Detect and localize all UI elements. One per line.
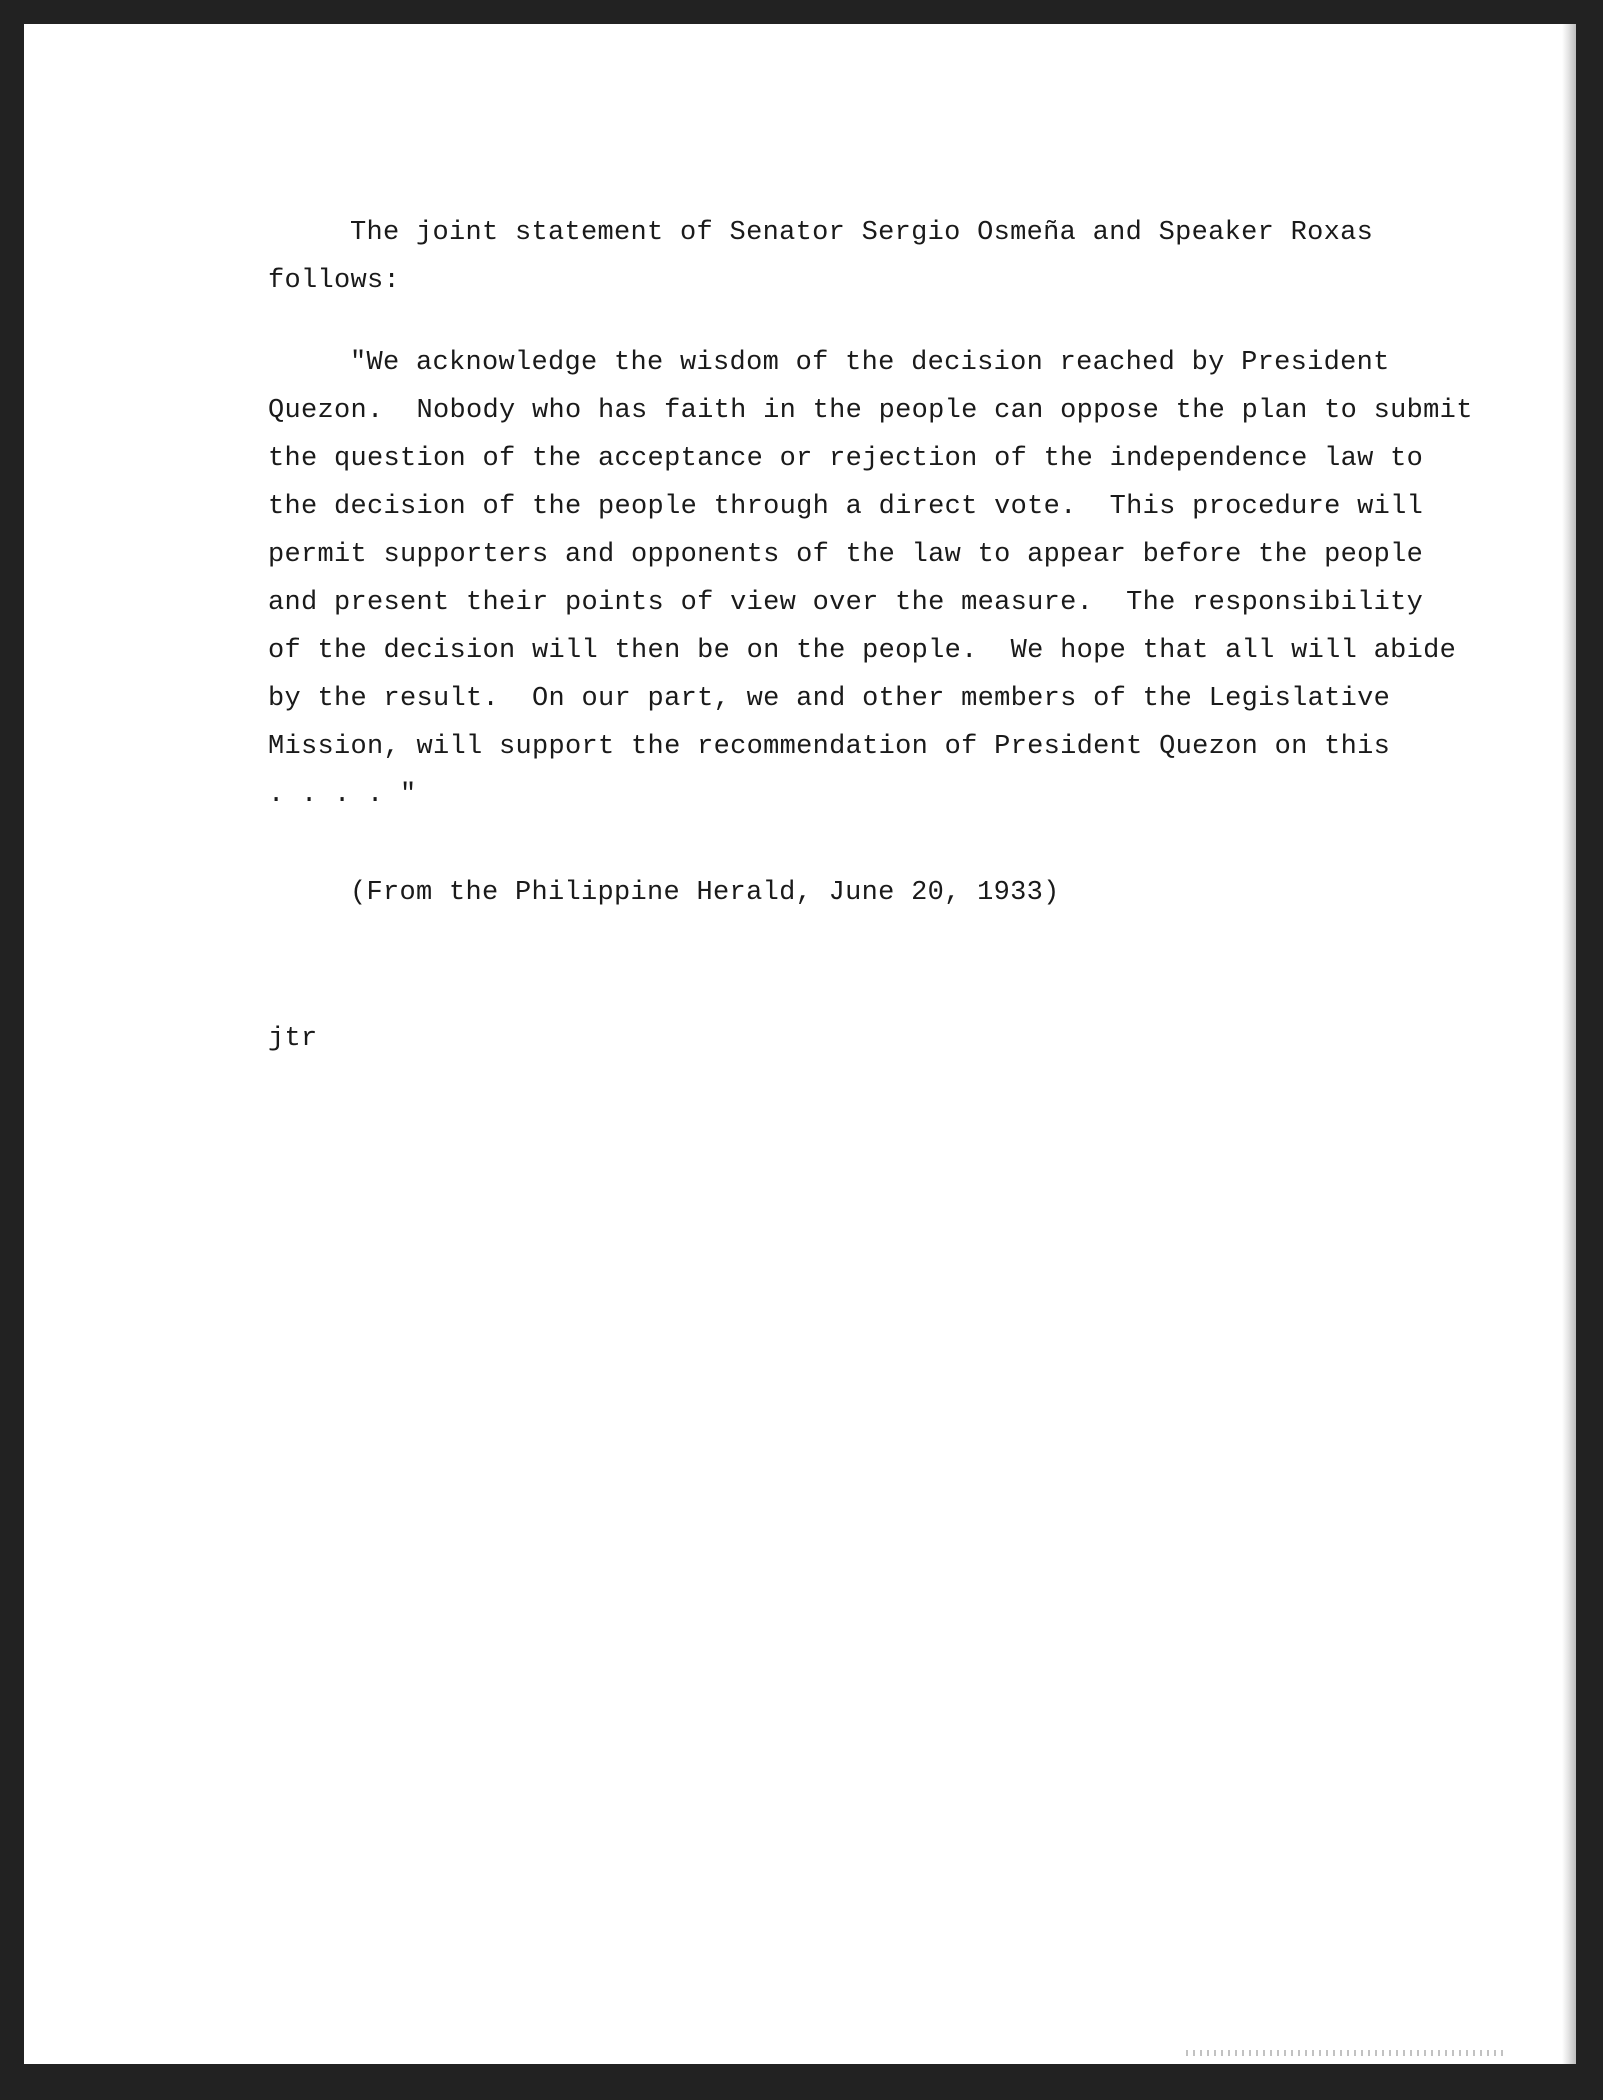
quote-line-8: by the result. On our part, we and other members of the Legislative bbox=[268, 684, 1391, 714]
document-page bbox=[24, 24, 1576, 2064]
quote-line-4: the decision of the people through a direct vote. This procedure will bbox=[268, 492, 1424, 522]
typist-initials: jtr bbox=[268, 1024, 318, 1054]
scan-artifact bbox=[1186, 2050, 1506, 2056]
quote-line-5: permit supporters and opponents of the law to appear before the people bbox=[268, 540, 1424, 570]
quote-line-6: and present their points of view over the measure. The responsibility bbox=[268, 588, 1424, 618]
source-citation: (From the Philippine Herald, June 20, 1933) bbox=[350, 878, 1060, 908]
quote-line-2: Quezon. Nobody who has faith in the people can oppose the plan to submit bbox=[268, 396, 1473, 426]
heading-line-2: follows: bbox=[268, 266, 401, 296]
quote-line-7: of the decision will then be on the people. We hope that all will abide bbox=[268, 636, 1457, 666]
quote-line-9: Mission, will support the recommendation of President Quezon on this bbox=[268, 732, 1391, 762]
quote-line-10: . . . . " bbox=[268, 780, 417, 810]
quote-line-1: "We acknowledge the wisdom of the decision reached by President bbox=[350, 348, 1390, 378]
quote-line-3: the question of the acceptance or rejection of the independence law to bbox=[268, 444, 1424, 474]
heading-line-1: The joint statement of Senator Sergio Osmeña and Speaker Roxas bbox=[350, 218, 1374, 248]
page-edge-shadow bbox=[1562, 24, 1576, 2064]
